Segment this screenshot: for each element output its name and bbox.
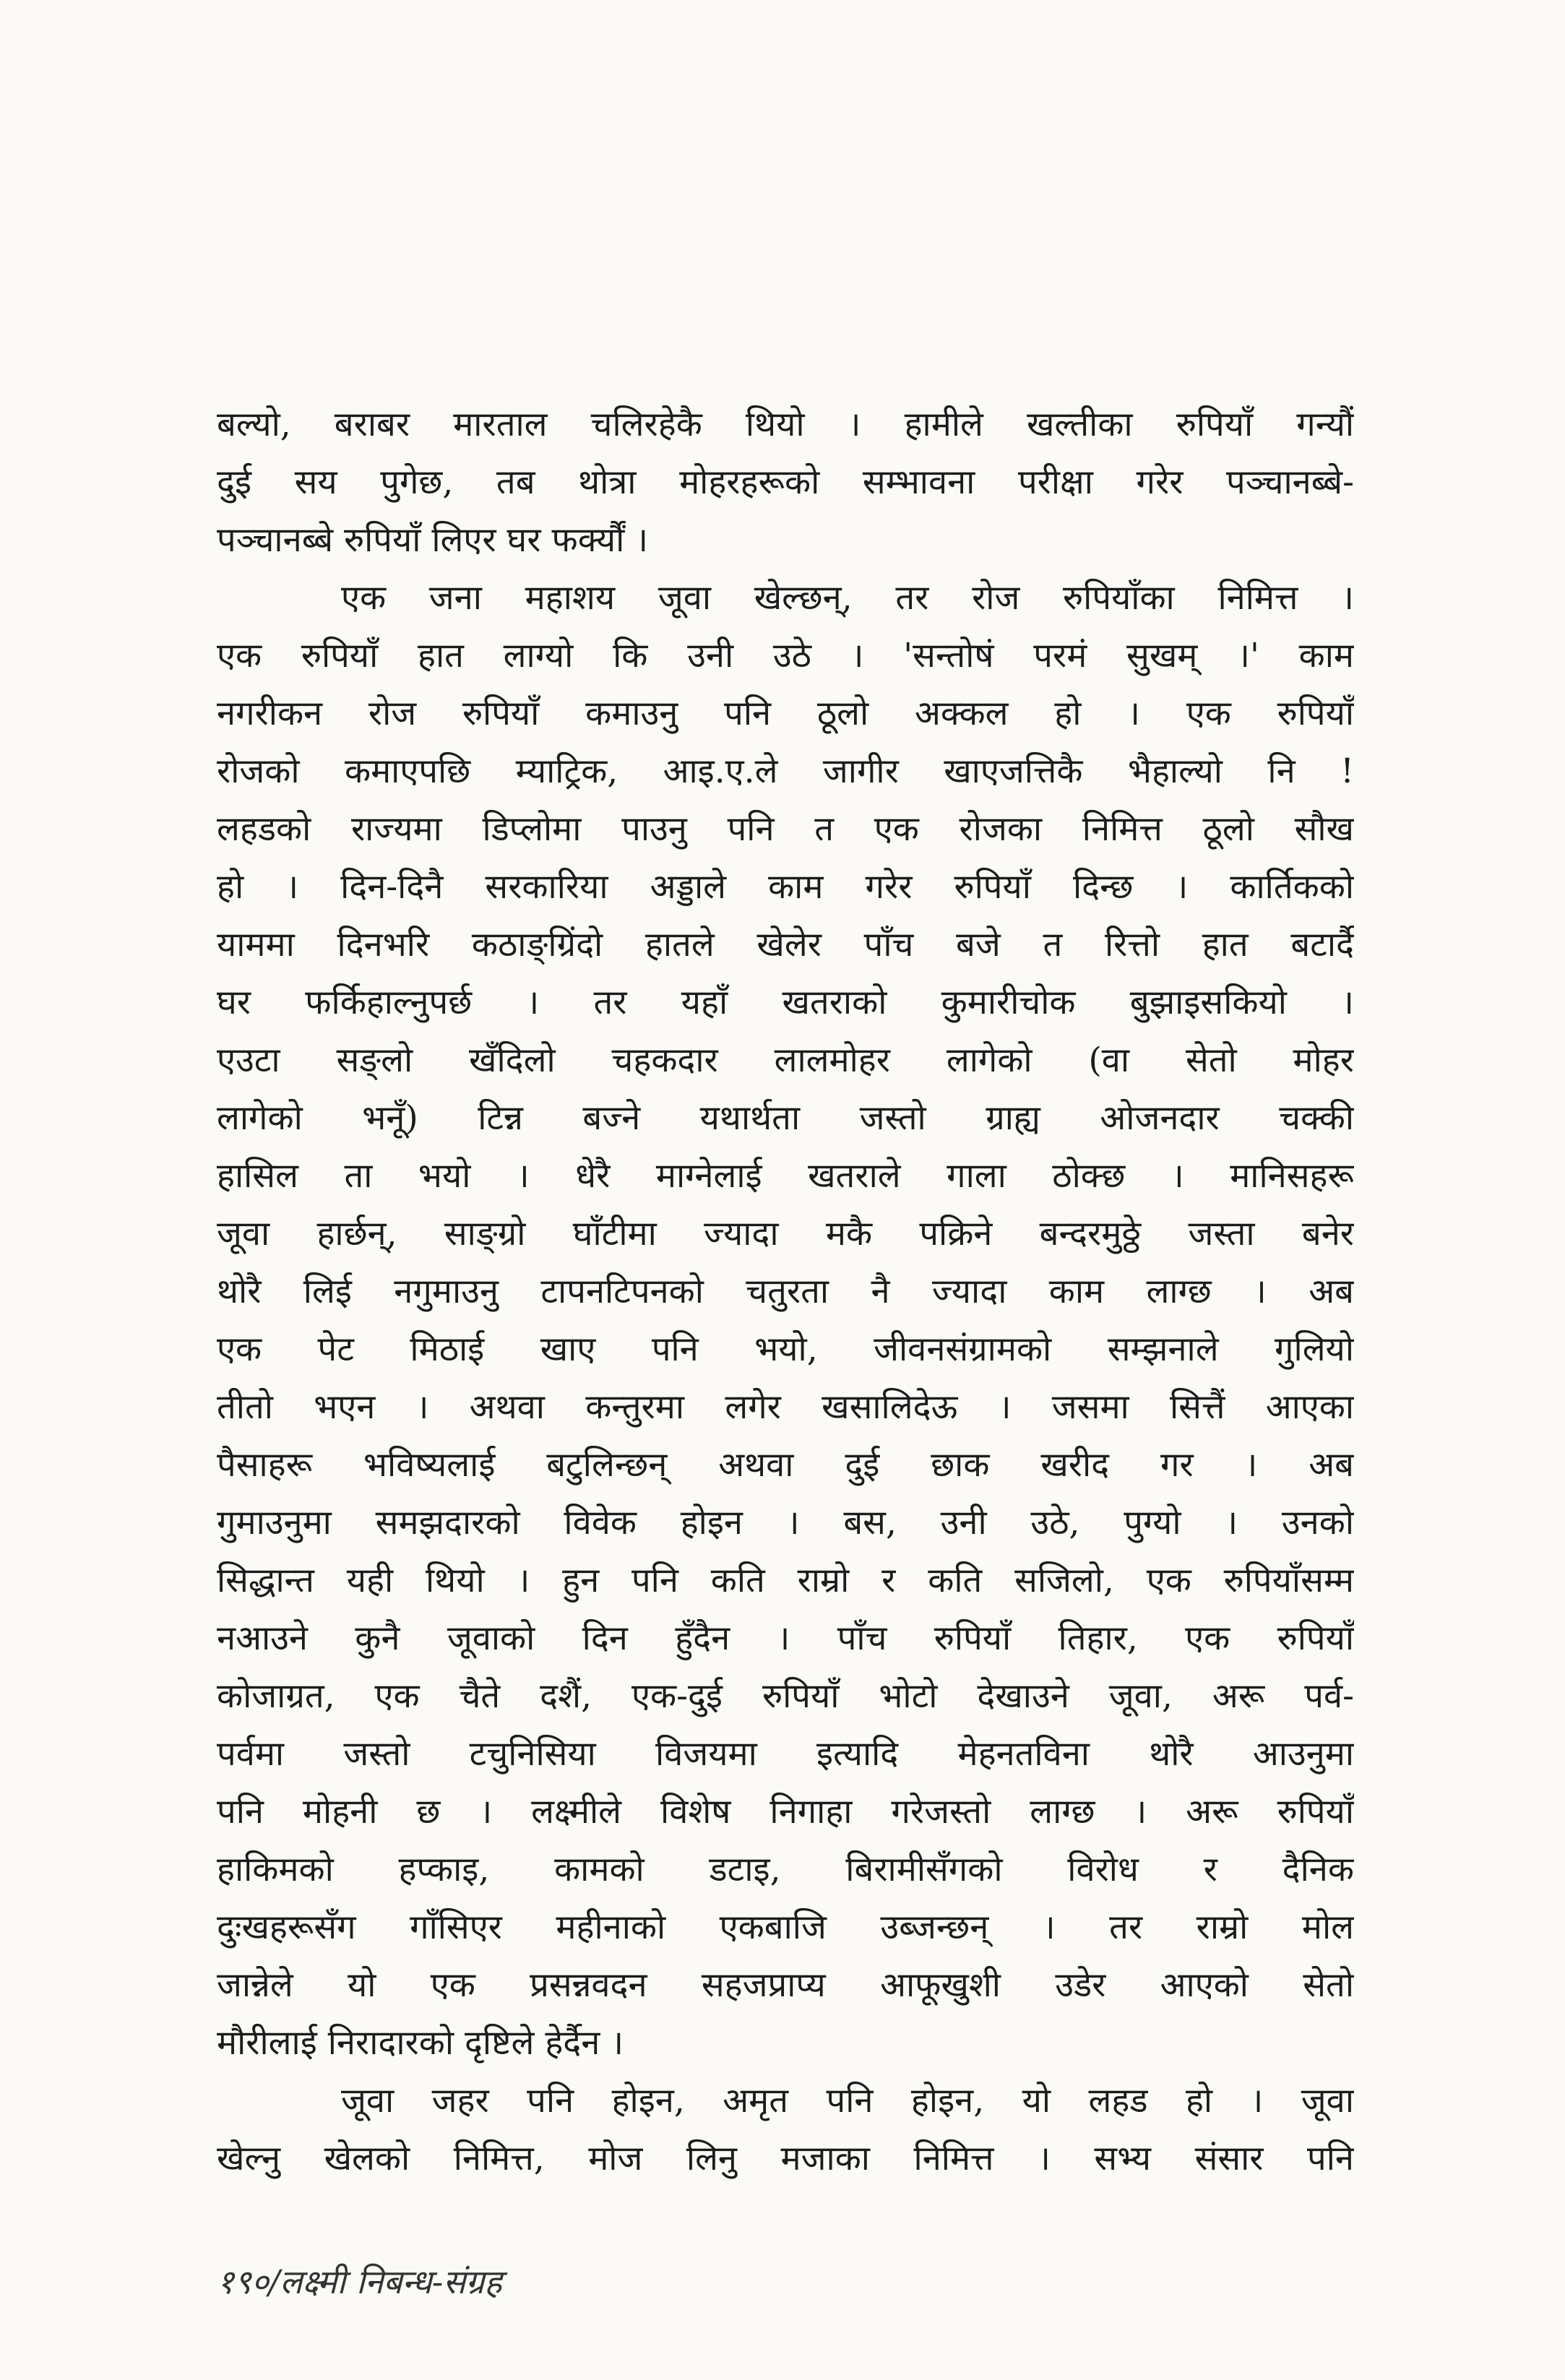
text-line: पैसाहरू भविष्यलाई बटुलिन्छन् अथवा दुई छाक खरीद गर । अब — [217, 1445, 1354, 1485]
text-line: एउटा सङ्लो खँदिलो चहकदार लालमोहर लागेको (वा सेतो मोहर — [217, 1040, 1354, 1080]
text-line: पञ्चानब्बे रुपियाँ लिएर घर फर्क्यौं । — [217, 520, 649, 560]
text-line: नआउने कुनै जूवाको दिन हुँदैन । पाँच रुपियाँ तिहार, एक रुपियाँ — [217, 1618, 1354, 1658]
text-line: लागेको भनूँ) टिन्न बज्ने यथार्थता जस्तो ग्राह्य ओजनदार चक्की — [217, 1098, 1354, 1138]
text-line: रोजको कमाएपछि म्याट्रिक, आइ.ए.ले जागीर खाएजत्तिकै भैहाल्यो नि ! — [217, 751, 1354, 791]
text-line: पनि मोहनी छ । लक्ष्मीले विशेष निगाहा गरेजस्तो लाग्छ । अरू रुपियाँ — [217, 1792, 1354, 1832]
text-line: एक पेट मिठाई खाए पनि भयो, जीवनसंग्रामको सम्झनाले गुलियो — [217, 1329, 1354, 1369]
text-line: हासिल ता भयो । धेरै माग्नेलाई खतराले गाला ठोक्छ । मानिसहरू — [217, 1156, 1354, 1196]
paragraph-start-line: जूवा जहर पनि होइन, अमृत पनि होइन, यो लहड हो । जूवा — [341, 2081, 1354, 2121]
text-line: सिद्धान्त यही थियो । हुन पनि कति राम्रो र कति सजिलो, एक रुपियाँसम्म — [217, 1561, 1354, 1600]
text-line: एक रुपियाँ हात लाग्यो कि उनी उठे । 'सन्तोषं परमं सुखम् ।' काम — [217, 636, 1354, 676]
text-line: तीतो भएन । अथवा कन्तुरमा लगेर खसालिदेऊ । जसमा सित्तैं आएका — [217, 1387, 1354, 1427]
text-line: याममा दिनभरि कठाङ्ग्रिंदो हातले खेलेर पाँच बजे त रित्तो हात बटार्दै — [217, 925, 1354, 965]
text-line: दुःखहरूसँग गाँसिएर महीनाको एकबाजि उब्जन्छन् । तर राम्रो मोल — [217, 1907, 1354, 1947]
paragraph-start-line: एक जना महाशय जूवा खेल्छन्, तर रोज रुपियाँका निमित्त । — [341, 578, 1354, 618]
text-line: कोजाग्रत, एक चैते दशैं, एक-दुई रुपियाँ भोटो देखाउने जूवा, अरू पर्व- — [217, 1676, 1354, 1716]
text-line: दुई सय पुगेछ, तब थोत्रा मोहरहरूको सम्भावना परीक्षा गरेर पञ्चानब्बे- — [217, 462, 1354, 502]
text-line: बल्यो, बराबर मारताल चलिरहेकै थियो । हामीले खल्तीका रुपियाँ गन्यौं — [217, 405, 1354, 444]
text-line: हो । दिन-दिनै सरकारिया अड्डाले काम गरेर रुपियाँ दिन्छ । कार्तिकको — [217, 867, 1354, 907]
text-line: जान्नेले यो एक प्रसन्नवदन सहजप्राप्य आफूखुशी उडेर आएको सेतो — [217, 1965, 1354, 2005]
text-line: खेल्नु खेलको निमित्त, मोज लिनु मजाका निमित्त । सभ्य संसार पनि — [217, 2139, 1354, 2178]
text-line: घर फर्किहाल्नुपर्छ । तर यहाँ खतराको कुमारीचोक बुझाइसकियो । — [217, 983, 1354, 1022]
text-line: नगरीकन रोज रुपियाँ कमाउनु पनि ठूलो अक्कल हो । एक रुपियाँ — [217, 694, 1354, 733]
text-line: जूवा हार्छन्, साङ्ग्रो घाँटीमा ज्यादा मकै पक्रिने बन्दरमुठ्ठे जस्ता बनेर — [217, 1214, 1354, 1254]
text-line: पर्वमा जस्तो टचुनिसिया विजयमा इत्यादि मेहनतविना थोरै आउनुमा — [217, 1734, 1354, 1774]
text-line: हाकिमको हप्काइ, कामको डटाइ, बिरामीसँगको विरोध र दैनिक — [217, 1850, 1354, 1889]
body-text — [217, 396, 1354, 2188]
text-line: लहडको राज्यमा डिप्लोमा पाउनु पनि त एक रोजका निमित्त ठूलो सौख — [217, 809, 1354, 849]
text-line: मौरीलाई निरादारको दृष्टिले हेर्दैन । — [217, 2023, 624, 2063]
page-footer: १९०/लक्ष्मी निबन्ध-संग्रह — [217, 2262, 502, 2301]
text-line: गुमाउनुमा समझदारको विवेक होइन । बस, उनी उठे, पुग्यो । उनको — [217, 1503, 1354, 1543]
text-line: थोरै लिई नगुमाउनु टापनटिपनको चतुरता नै ज्यादा काम लाग्छ । अब — [217, 1272, 1354, 1311]
